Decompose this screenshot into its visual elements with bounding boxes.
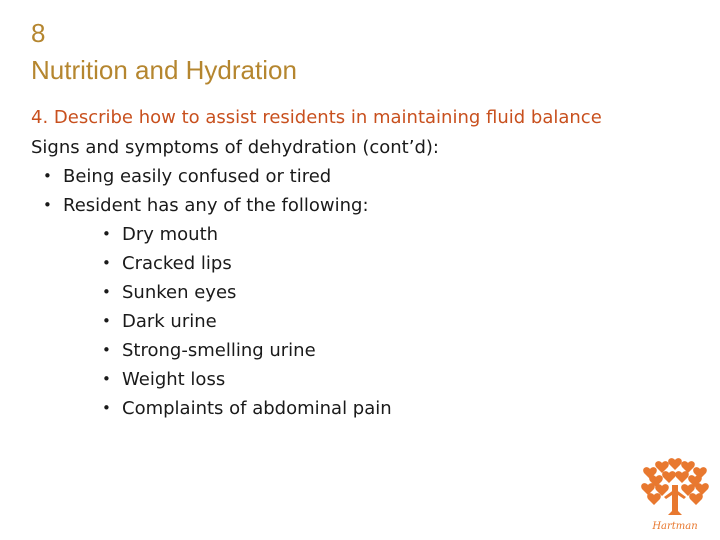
list-item [31,162,439,191]
list-item-text: Being easily confused or tired [63,166,332,187]
chapter-title: Nutrition and Hydration [31,55,297,85]
sub-list-item [31,365,439,394]
bullet-icon: • [102,370,111,388]
bullet-icon: • [102,399,111,417]
sub-list-item [31,220,439,249]
bullet-icon: • [43,196,52,214]
sub-list-item [31,278,439,307]
sub-list-item [31,307,439,336]
list-item [31,191,439,220]
sub-list-item [31,394,439,423]
bullet-icon: • [102,283,111,301]
bullet-icon: • [102,312,111,330]
bullet-icon: • [102,341,111,359]
chapter-number: 8 [31,18,46,48]
bullet-icon: • [102,254,111,272]
sub-list-item-text: Complaints of abdominal pain [122,398,392,419]
heart-tree-icon [640,455,710,533]
sub-list-item-text: Strong-smelling urine [122,340,316,361]
sub-list-item-text: Sunken eyes [122,282,237,303]
sub-list-item [31,249,439,278]
hartman-logo [640,455,710,533]
sub-list-item-text: Cracked lips [122,253,232,274]
logo-text: Hartman [652,521,698,532]
slide-body [31,133,439,423]
sub-list-item [31,336,439,365]
sub-list-item-text: Dark urine [122,311,217,332]
bullet-icon: • [43,167,52,185]
sub-list-item-text: Dry mouth [122,224,219,245]
objective-heading: 4. Describe how to assist residents in maintaining fluid balance [31,107,602,128]
sub-list-item-text: Weight loss [122,369,226,390]
list-item-text: Resident has any of the following: [63,195,369,216]
intro-line: Signs and symptoms of dehydration (cont’d): [31,137,439,158]
bullet-icon: • [102,225,111,243]
